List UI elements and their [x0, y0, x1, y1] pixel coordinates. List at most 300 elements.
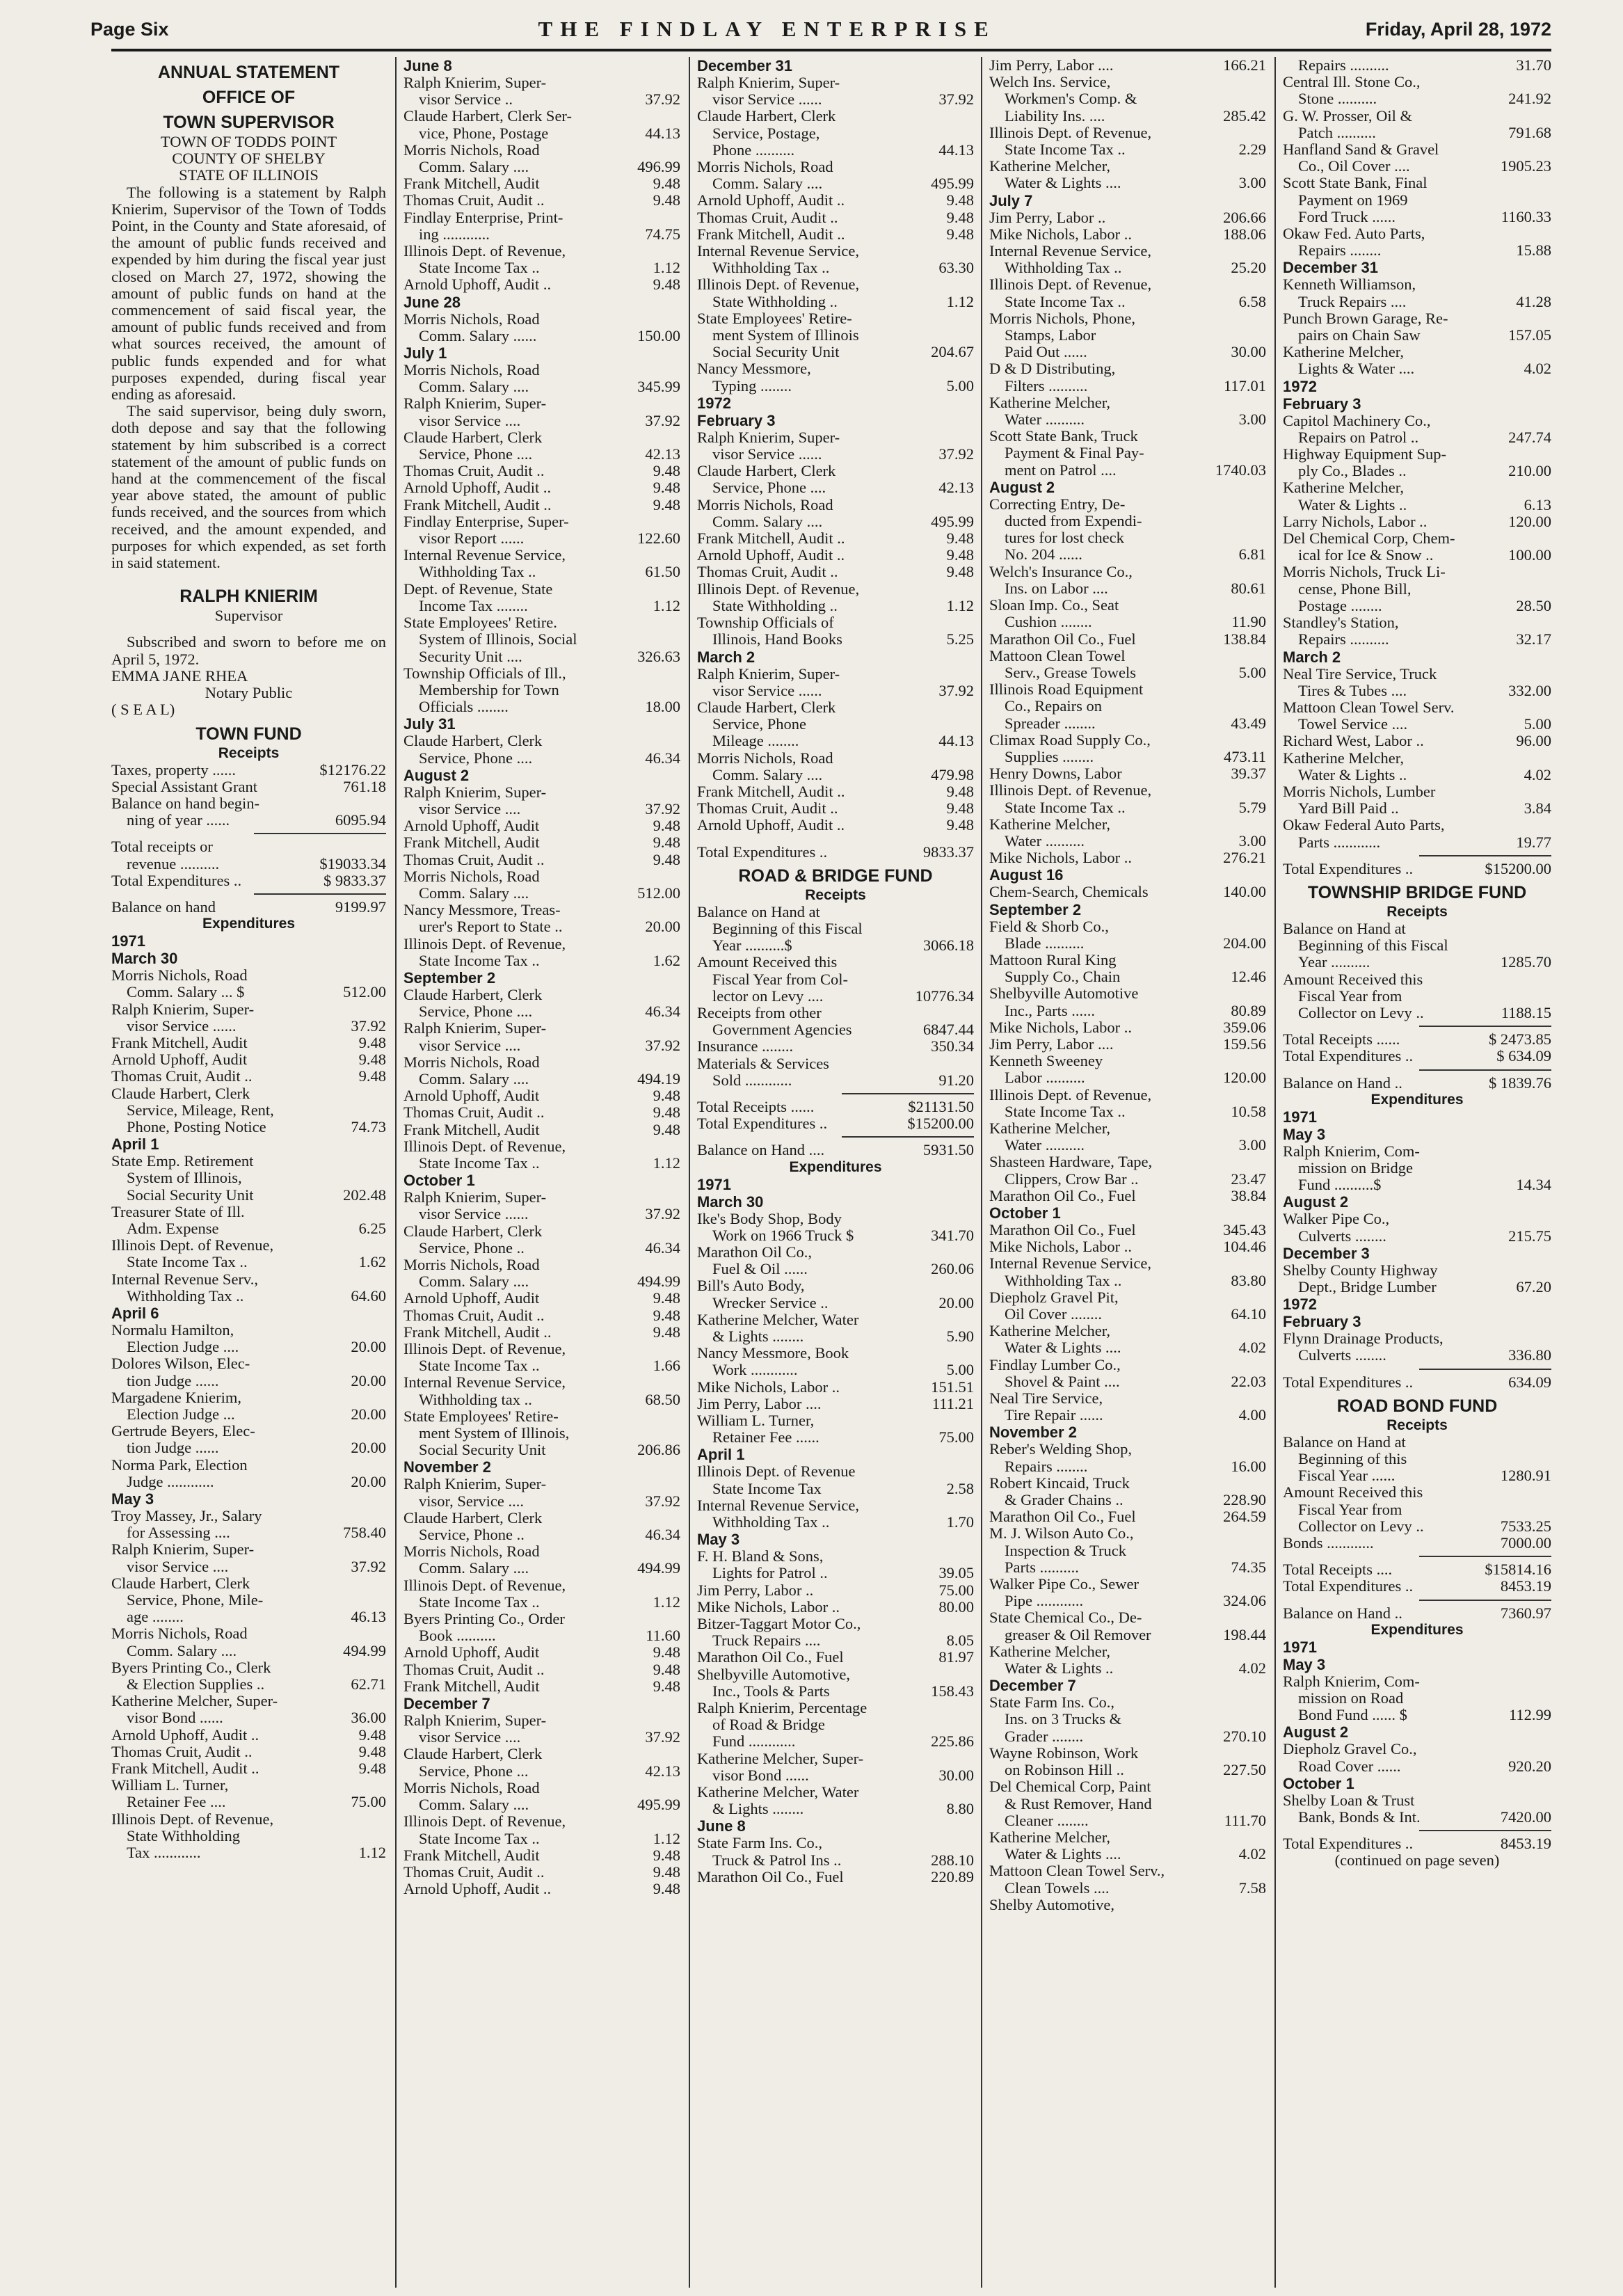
line-text: Central Ill. Stone Co., [1283, 74, 1421, 91]
ledger-line [989, 816, 1266, 833]
line-amount: 14.34 [1516, 1176, 1551, 1194]
ledger-line [1283, 699, 1551, 716]
total-rule [1419, 1600, 1551, 1601]
ledger-line [403, 1408, 680, 1425]
ledger-line [697, 581, 974, 598]
line-amount: 1.12 [653, 1593, 680, 1611]
line-text: Work ............ [712, 1362, 798, 1379]
ledger-line [1283, 1535, 1551, 1552]
line-text: Clippers, Crow Bar .. [1005, 1170, 1139, 1188]
ledger-line [989, 1188, 1266, 1204]
line-amount: 324.06 [1223, 1592, 1266, 1610]
ledger-line [403, 395, 680, 412]
line-amount: 920.20 [1508, 1757, 1551, 1775]
line-amount: 1160.33 [1501, 207, 1551, 225]
line-text: Ralph Knierim, Super- [403, 783, 547, 801]
date-heading: November 2 [403, 1458, 491, 1476]
line-amount: 210.00 [1508, 462, 1551, 480]
ledger-line [111, 1051, 386, 1068]
ledger-line [403, 1780, 680, 1796]
ledger-line [403, 598, 680, 614]
line-text: Internal Revenue Service, [989, 1255, 1152, 1273]
ledger-line [1283, 1605, 1551, 1622]
ledger-line [111, 1558, 386, 1575]
line-amount: 350.34 [931, 1037, 974, 1055]
line-text: Claude Harbert, Clerk Ser- [403, 108, 572, 125]
line-amount: 8.80 [946, 1800, 974, 1818]
line-amount: 140.00 [1223, 883, 1266, 901]
line-text: Normalu Hamilton, [111, 1321, 234, 1339]
line-text: Serv., Grease Towels [1005, 664, 1136, 681]
ledger-line [1283, 1048, 1551, 1065]
line-amount: 1.12 [358, 1844, 386, 1862]
line-text: ing ............ [419, 225, 490, 243]
line-text: Frank Mitchell, Audit [403, 834, 540, 852]
line-text: vice, Phone, Postage [419, 125, 549, 142]
line-amount: 512.00 [343, 983, 386, 1001]
line-text: State Farm Ins. Co., [989, 1694, 1114, 1712]
section-heading: TOWNSHIP BRIDGE FUND [1307, 882, 1527, 902]
ledger-line [111, 1119, 386, 1135]
centered-text: Supervisor [214, 607, 283, 625]
line-text: Beginning of this Fiscal [1298, 937, 1448, 955]
line-text: Inc., Tools & Parts [712, 1682, 830, 1700]
line-text: Shasteen Hardware, Tape, [989, 1154, 1153, 1171]
date-heading: April 1 [697, 1446, 745, 1464]
ledger-line [403, 513, 680, 530]
ledger-line [403, 328, 680, 344]
line-text: Fiscal Year from [1298, 1501, 1402, 1518]
line-text: Filters .......... [1005, 377, 1088, 394]
line-text: Katherine Melcher, Super- [111, 1693, 278, 1710]
ledger-line [403, 362, 680, 378]
ledger-line [989, 1069, 1266, 1086]
column-1 [111, 57, 386, 2288]
ledger-line [1283, 733, 1551, 749]
ledger-line [403, 1104, 680, 1121]
line-text: Ralph Knierim, Super- [111, 1000, 255, 1018]
ledger-line [1283, 344, 1551, 360]
ledger-line [1283, 1707, 1551, 1723]
ledger-line [111, 1018, 386, 1035]
line-amount: 198.44 [1223, 1625, 1266, 1643]
date-heading: March 30 [111, 950, 178, 968]
line-text: Ralph Knierim, Super- [697, 74, 840, 91]
line-text: Jim Perry, Labor .. [989, 209, 1106, 226]
line-text: Total Receipts ...... [1283, 1031, 1400, 1049]
ledger-line [989, 1880, 1266, 1897]
ledger-line [403, 1189, 680, 1206]
ledger-line [1283, 1347, 1551, 1364]
centered-text: Notary Public [205, 684, 293, 702]
line-text: Inspection & Truck [1005, 1542, 1127, 1559]
line-amount: 9.48 [653, 1120, 680, 1138]
section-heading: ROAD & BRIDGE FUND [738, 866, 933, 886]
ledger-line [697, 937, 974, 954]
line-amount: 46.34 [645, 1238, 680, 1257]
ledger-line [403, 852, 680, 868]
line-amount: 22.03 [1231, 1372, 1266, 1390]
ledger-line [697, 1733, 974, 1750]
ledger-line [403, 1746, 680, 1762]
line-text: Service, Phone .. [419, 1526, 525, 1544]
total-rule [254, 893, 386, 895]
ledger-line [989, 496, 1266, 513]
ledger-line [989, 597, 1266, 614]
line-amount: 9.48 [653, 834, 680, 852]
date-heading: 1972 [1283, 1296, 1317, 1314]
ledger-line [1283, 225, 1551, 242]
ledger-line [111, 779, 386, 795]
line-text: Welch Ins. Service, [989, 74, 1111, 91]
ledger-line [989, 141, 1266, 158]
line-text: Morris Nichols, Road [697, 496, 833, 513]
line-text: Yard Bill Paid .. [1298, 800, 1399, 818]
line-amount: 37.92 [645, 799, 680, 818]
ledger-line [697, 74, 974, 91]
line-text: Work on 1966 Truck $ [712, 1227, 854, 1244]
ledger-line [989, 74, 1266, 90]
line-text: State Income Tax [712, 1480, 822, 1497]
ledger-line [111, 856, 386, 872]
line-text: Okaw Federal Auto Parts, [1283, 817, 1445, 834]
date-heading: 1971 [1283, 1638, 1317, 1656]
date-heading: August 2 [989, 478, 1055, 496]
ledger-line [403, 1442, 680, 1458]
line-text: ment on Patrol .... [1005, 461, 1117, 479]
ledger-line [403, 1223, 680, 1240]
ledger-line [1283, 1005, 1551, 1021]
line-amount: 1.12 [946, 596, 974, 614]
ledger-line [1283, 920, 1551, 937]
line-text: Del Chemical Corp, Chem- [1283, 530, 1455, 548]
line-amount: 39.37 [1231, 765, 1266, 783]
ledger-line [1283, 1211, 1551, 1227]
line-text: Illinois Road Equipment [989, 681, 1144, 699]
ledger-line [403, 429, 680, 446]
line-text: Morris Nichols, Road [697, 749, 833, 767]
ledger-line [403, 1071, 680, 1087]
line-text: Internal Revenue Service, [989, 243, 1152, 260]
ledger-line [697, 446, 974, 463]
line-text: visor Service .. [419, 91, 513, 109]
date-heading: 1971 [1283, 1108, 1317, 1126]
line-text: Frank Mitchell, Audit [403, 175, 540, 193]
line-amount: 634.09 [1508, 1373, 1551, 1391]
ledger-line [989, 158, 1266, 175]
line-text: tion Judge ...... [127, 1372, 219, 1389]
ledger-line [111, 1288, 386, 1305]
ledger-line [989, 1441, 1266, 1458]
line-text: Election Judge .... [127, 1339, 239, 1356]
line-amount: 10776.34 [915, 987, 974, 1005]
date-heading: June 8 [403, 57, 452, 74]
line-amount: $19033.34 [319, 854, 386, 872]
line-text: Larry Nichols, Labor .. [1283, 513, 1428, 530]
ledger-line [403, 530, 680, 547]
ledger-line [403, 1661, 680, 1678]
line-text: Judge ............ [127, 1473, 214, 1490]
line-text: System of Illinois, [127, 1170, 242, 1187]
total-rule [842, 1136, 974, 1138]
line-text: F. H. Bland & Sons, [697, 1548, 824, 1565]
ledger-line [1283, 276, 1551, 293]
line-text: Margadene Knierim, [111, 1389, 242, 1406]
line-text: Service, Phone .... [419, 446, 533, 463]
ledger-line [989, 1003, 1266, 1019]
ledger-line [697, 260, 974, 276]
date-heading: September 2 [403, 968, 496, 987]
ledger-line [111, 1625, 386, 1642]
ledger-line [697, 1345, 974, 1362]
line-text: Illinois Dept. of Revenue, [403, 1577, 566, 1594]
date-heading: August 2 [1283, 1193, 1349, 1211]
line-text: State Income Tax .. [419, 1830, 540, 1847]
ledger-line [989, 1609, 1266, 1626]
line-amount: 42.13 [645, 445, 680, 463]
line-text: Beginning of this Fiscal [712, 920, 863, 937]
line-text: Withholding Tax .. [712, 1514, 830, 1531]
line-text: Internal Revenue Service, [697, 1497, 860, 1514]
ledger-line [403, 1290, 680, 1307]
ledger-line [403, 936, 680, 952]
line-text: Officials ........ [419, 699, 509, 716]
ledger-line [989, 749, 1266, 765]
line-text: Total Expenditures .. [1283, 1373, 1414, 1391]
line-text: Thomas Cruit, Audit .. [697, 800, 838, 818]
ledger-line [1283, 497, 1551, 513]
ledger-line [697, 783, 974, 800]
ledger-line [697, 904, 974, 920]
ledger-line [403, 733, 680, 749]
ledger-line [1283, 1741, 1551, 1757]
line-amount: 202.48 [343, 1186, 386, 1204]
line-text: Highway Equipment Sup- [1283, 446, 1446, 463]
ledger-line [403, 1307, 680, 1324]
line-amount: 10.58 [1231, 1102, 1266, 1120]
date-heading: February 3 [697, 411, 776, 429]
ledger-line [111, 899, 386, 916]
line-amount: 44.13 [938, 732, 974, 750]
line-text: Service, Postage, [712, 125, 820, 142]
line-text: Balance on Hand at [1283, 1433, 1406, 1451]
total-rule [1419, 1069, 1551, 1071]
line-text: visor Service ...... [127, 1017, 237, 1035]
spacer [697, 834, 974, 844]
line-amount: 100.00 [1508, 546, 1551, 564]
date-heading: March 2 [697, 648, 755, 666]
line-amount: $21131.50 [908, 1097, 974, 1115]
ledger-line [1283, 1330, 1551, 1347]
line-text: Jim Perry, Labor .. [697, 1581, 814, 1599]
line-amount: 62.71 [351, 1675, 386, 1693]
line-text: State Income Tax .. [419, 1154, 540, 1172]
line-text: Ralph Knierim, Super- [403, 395, 547, 413]
total-rule [1419, 1556, 1551, 1557]
total-rule [1419, 1830, 1551, 1831]
line-text: William L. Turner, [697, 1412, 815, 1430]
line-text: Truck Repairs .... [712, 1632, 821, 1650]
ledger-line [111, 1844, 386, 1861]
ledger-line [989, 1357, 1266, 1373]
line-text: Illinois, Hand Books [712, 631, 842, 648]
line-text: State Income Tax .. [1005, 293, 1126, 310]
line-text: Katherine Melcher, [989, 1828, 1111, 1846]
ledger-line [111, 1355, 386, 1372]
line-text: pairs on Chain Saw [1298, 327, 1421, 344]
ledger-line [403, 1122, 680, 1138]
line-text: for Assessing .... [127, 1524, 230, 1542]
ledger-line [989, 1171, 1266, 1188]
line-text: age ........ [127, 1609, 184, 1626]
ledger-line [697, 1514, 974, 1531]
line-amount: 46.13 [351, 1608, 386, 1626]
line-text: Mike Nichols, Labor .. [989, 1238, 1132, 1256]
line-text: Robert Kincaid, Truck [989, 1474, 1130, 1492]
line-text: Morris Nichols, Road [111, 967, 248, 984]
line-text: Year .......... [1298, 954, 1370, 971]
line-amount: 9.48 [358, 1725, 386, 1744]
ledger-line [111, 1440, 386, 1456]
ledger-line [1283, 57, 1551, 74]
ledger-line [403, 108, 680, 125]
line-amount: 20.00 [351, 1405, 386, 1423]
ledger-line [111, 838, 386, 855]
line-text: Claude Harbert, Clerk [403, 1222, 543, 1240]
line-text: Repairs ........ [1005, 1458, 1088, 1475]
ledger-line [989, 1694, 1266, 1711]
line-amount: 495.99 [931, 175, 974, 193]
line-text: Payment & Final Pay- [1005, 445, 1144, 462]
line-text: Illinois Dept. of Revenue, [989, 1086, 1152, 1103]
ledger-line [697, 1784, 974, 1801]
line-amount: 1.12 [946, 292, 974, 310]
ledger-line [1283, 158, 1551, 175]
date-heading: May 3 [111, 1490, 154, 1508]
ledger-line [697, 817, 974, 834]
line-amount: 225.86 [931, 1732, 974, 1751]
ledger-line [989, 850, 1266, 866]
ledger-line [697, 547, 974, 564]
date-heading: August 2 [403, 766, 470, 784]
line-amount: 264.59 [1223, 1508, 1266, 1526]
ledger-line [989, 580, 1266, 597]
ledger-line [1283, 429, 1551, 446]
line-text: Dept. of Revenue, State [403, 580, 553, 598]
line-amount: 5.79 [1238, 798, 1266, 816]
ledger-line [697, 1632, 974, 1649]
line-text: Collector on Levy .. [1298, 1004, 1424, 1021]
line-text: Receipts from other [697, 1004, 822, 1021]
line-text: Total Expenditures .. [1283, 1048, 1414, 1065]
ledger-line [1283, 1160, 1551, 1177]
ledger-line [1283, 125, 1551, 141]
line-text: Cushion ........ [1005, 614, 1092, 631]
line-amount: 2.58 [946, 1479, 974, 1497]
ledger-line [697, 1021, 974, 1038]
ledger-line [989, 360, 1266, 377]
line-text: Mattoon Clean Towel Serv., [989, 1863, 1165, 1880]
ledger-line [403, 868, 680, 885]
ledger-line [403, 682, 680, 699]
line-text: Morris Nichols, Road [111, 1625, 248, 1643]
ledger-line [403, 952, 680, 969]
line-amount: 188.06 [1223, 225, 1266, 243]
ledger-line [403, 226, 680, 243]
line-text: & Grader Chains .. [1005, 1492, 1124, 1509]
line-amount: 166.21 [1223, 57, 1266, 74]
line-text: Illinois Dept. of Revenue, [403, 1138, 566, 1155]
date-heading: March 2 [1283, 648, 1341, 666]
ledger-line [989, 90, 1266, 107]
line-amount: 1280.91 [1500, 1467, 1551, 1485]
line-text: Thomas Cruit, Audit .. [403, 1661, 545, 1678]
line-text: Arnold Uphoff, Audit [403, 1290, 540, 1307]
line-amount: 496.99 [637, 158, 680, 176]
line-text: Arnold Uphoff, Audit .. [403, 1881, 552, 1898]
line-text: State Emp. Retirement [111, 1153, 254, 1170]
ledger-line [1283, 683, 1551, 699]
line-text: Illinois Dept. of Revenue, [989, 276, 1152, 294]
line-amount: 61.50 [645, 563, 680, 581]
ledger-line [403, 1796, 680, 1813]
line-amount: 44.13 [938, 141, 974, 159]
ledger-line [989, 1812, 1266, 1829]
ledger-line [989, 1053, 1266, 1069]
line-amount: 227.50 [1223, 1761, 1266, 1779]
line-text: mission on Bridge [1298, 1159, 1414, 1177]
ledger-line [1283, 767, 1551, 783]
line-text: Payment on 1969 [1298, 191, 1408, 209]
line-amount: 74.75 [645, 225, 680, 243]
line-text: Field & Shorb Co., [989, 918, 1109, 935]
ledger-line [697, 800, 974, 817]
line-amount: 9.48 [358, 1051, 386, 1069]
line-text: Gertrude Beyers, Elec- [111, 1423, 255, 1440]
line-text: Membership for Town [419, 681, 559, 699]
line-text: Katherine Melcher, Super- [697, 1750, 864, 1767]
line-text: Insurance ........ [697, 1038, 794, 1055]
ledger-line [1283, 1262, 1551, 1279]
line-amount: 36.00 [351, 1709, 386, 1727]
line-text: Comm. Salary .... [712, 766, 823, 783]
ledger-line [697, 530, 974, 547]
ledger-line [111, 1744, 386, 1760]
ledger-line [697, 1599, 974, 1616]
line-text: visor Service ...... [419, 1206, 529, 1223]
line-amount: $15200.00 [907, 1115, 974, 1133]
line-text: Repairs ........ [1298, 242, 1382, 260]
line-text: tures for lost check [1005, 529, 1124, 547]
ledger-line [1283, 1809, 1551, 1826]
line-text: Thomas Cruit, Audit .. [403, 851, 545, 868]
line-amount: 9.48 [653, 462, 680, 480]
line-amount: 20.00 [351, 1472, 386, 1490]
line-text: greaser & Oil Remover [1005, 1626, 1151, 1643]
line-amount: 9.48 [946, 225, 974, 243]
line-amount: 9.48 [653, 1677, 680, 1695]
ledger-line [403, 91, 680, 108]
line-text: Nancy Messmore, [697, 360, 811, 378]
line-amount: 5.25 [946, 630, 974, 648]
ledger-line [989, 513, 1266, 529]
line-amount: 37.92 [645, 411, 680, 429]
line-text: ical for Ice & Snow .. [1298, 547, 1434, 564]
ledger-line [1283, 1279, 1551, 1296]
line-text: Illinois Dept. of Revenue, [111, 1810, 274, 1828]
line-text: Thomas Cruit, Audit .. [697, 209, 838, 226]
ledger-line [403, 159, 680, 175]
